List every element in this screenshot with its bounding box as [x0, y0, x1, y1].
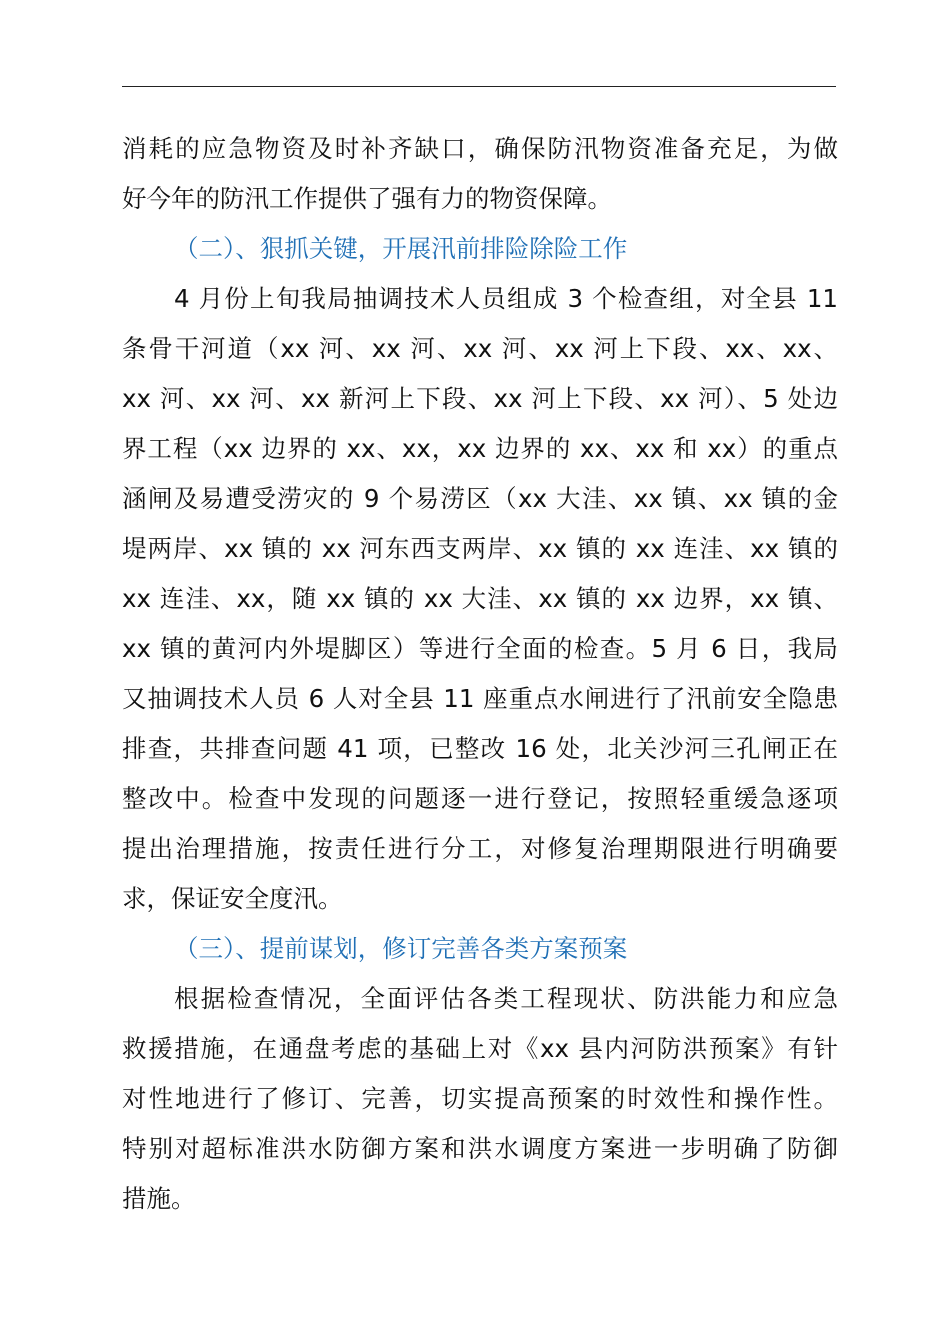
text-line: 救援措施，在通盘考虑的基础上对《xx 县内河防洪预案》有针	[122, 1034, 838, 1063]
text-line: xx 河、xx 河、xx 新河上下段、xx 河上下段、xx 河）、5 处边	[122, 384, 838, 413]
text-line: 求，保证安全度汛。	[122, 884, 343, 913]
text-line: 根据检查情况，全面评估各类工程现状、防洪能力和应急	[174, 984, 838, 1013]
text-line: 提出治理措施，按责任进行分工，对修复治理期限进行明确要	[122, 834, 838, 863]
text-line: xx 连洼、xx，随 xx 镇的 xx 大洼、xx 镇的 xx 边界，xx 镇、	[122, 584, 838, 613]
section-heading-3: （三）、提前谋划，修订完善各类方案预案	[174, 934, 628, 963]
text-line: 特别对超标准洪水防御方案和洪水调度方案进一步明确了防御	[122, 1134, 838, 1163]
section-heading-2: （二）、狠抓关键，开展汛前排险除险工作	[174, 234, 628, 263]
text-line: 又抽调技术人员 6 人对全县 11 座重点水闸进行了汛前安全隐患	[122, 684, 838, 713]
text-line: 涵闸及易遭受涝灾的 9 个易涝区（xx 大洼、xx 镇、xx 镇的金	[122, 484, 838, 513]
text-line: xx 镇的黄河内外堤脚区）等进行全面的检查。5 月 6 日，我局	[122, 634, 838, 663]
document-body	[122, 124, 838, 1224]
text-line: 界工程（xx 边界的 xx、xx，xx 边界的 xx、xx 和 xx）的重点	[122, 434, 838, 463]
header-rule	[122, 86, 836, 87]
text-line: 好今年的防汛工作提供了强有力的物资保障。	[122, 184, 612, 213]
text-line: 排查，共排查问题 41 项，已整改 16 处，北关沙河三孔闸正在	[122, 734, 838, 763]
text-line: 消耗的应急物资及时补齐缺口，确保防汛物资准备充足，为做	[122, 134, 838, 163]
text-line: 对性地进行了修订、完善，切实提高预案的时效性和操作性。	[122, 1084, 838, 1113]
text-line: 措施。	[122, 1184, 196, 1213]
text-line: 4 月份上旬我局抽调技术人员组成 3 个检查组，对全县 11	[174, 284, 838, 313]
text-line: 堤两岸、xx 镇的 xx 河东西支两岸、xx 镇的 xx 连洼、xx 镇的	[122, 534, 838, 563]
text-line: 条骨干河道（xx 河、xx 河、xx 河、xx 河上下段、xx、xx、	[122, 334, 838, 363]
text-line: 整改中。检查中发现的问题逐一进行登记，按照轻重缓急逐项	[122, 784, 838, 813]
